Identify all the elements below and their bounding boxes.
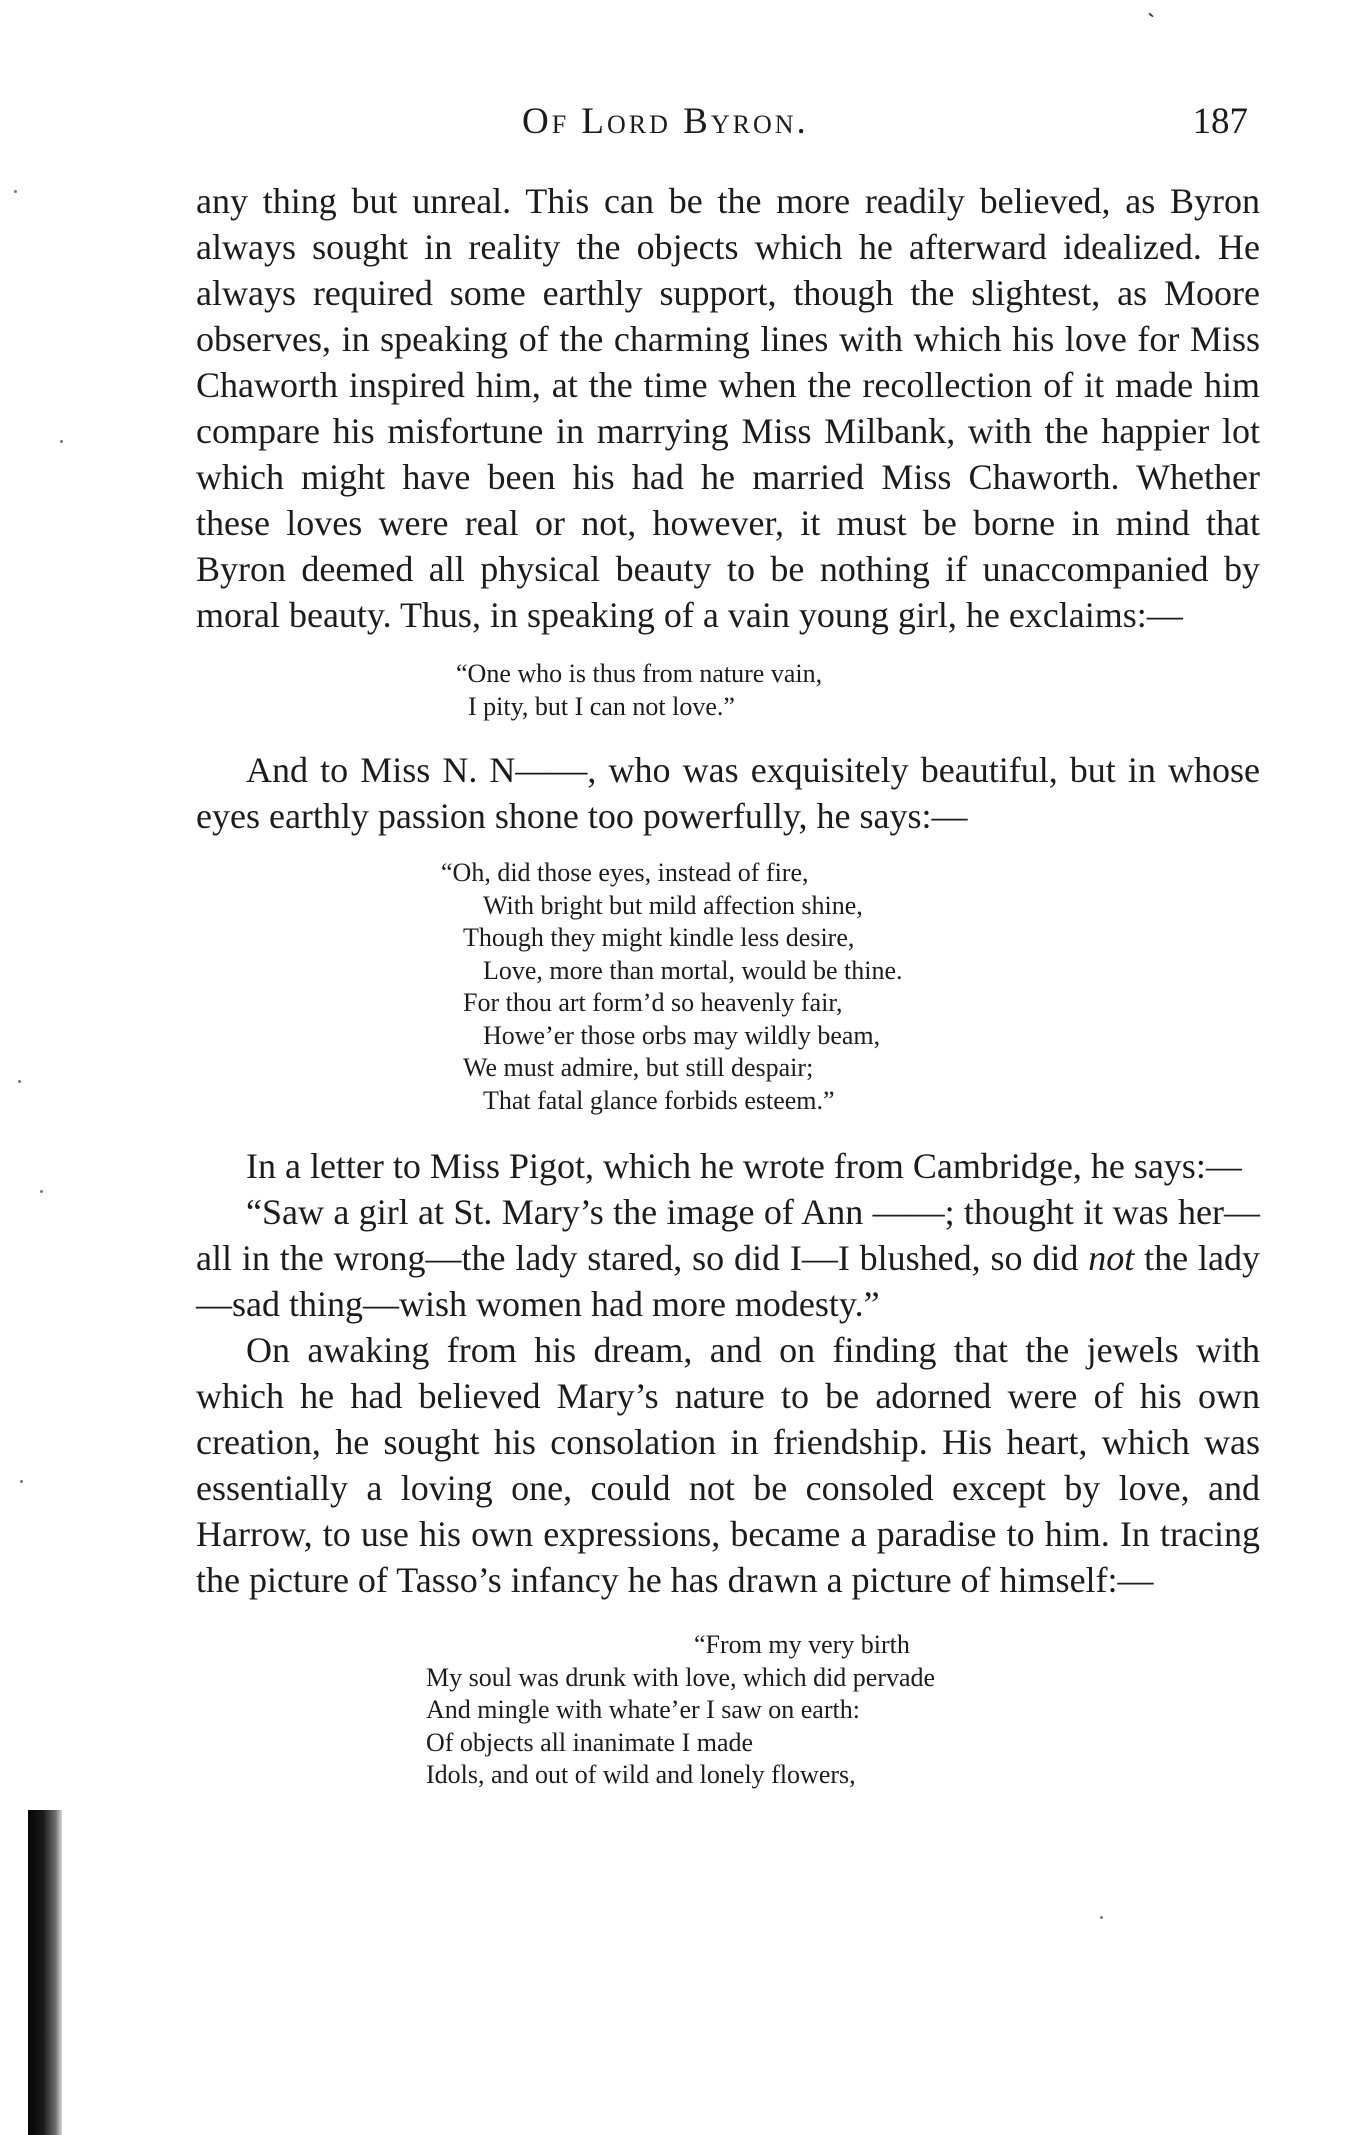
paragraph-letter-quote xyxy=(196,1189,1260,1327)
verse-line: Of objects all inanimate I made xyxy=(426,1727,754,1757)
scan-speck xyxy=(1100,1916,1103,1919)
paragraph-miss-nn: And to Miss N. N——, who was exquisitely beautiful, but in whose eyes earthly passion shone too powerfully, he says:— xyxy=(196,750,1260,836)
scan-speck xyxy=(60,440,63,443)
verse-line: “Oh, did those eyes, instead of fire, xyxy=(441,858,809,887)
verse-line: Love, more than mortal, would be thine. xyxy=(483,955,903,985)
letter-quote-emphasis: not xyxy=(1088,1238,1135,1278)
verse-line: I pity, but I can not love.” xyxy=(468,691,735,721)
paragraph-letter-pigot: In a letter to Miss Pigot, which he wrote from Cambridge, he says:— xyxy=(246,1146,1242,1186)
paragraph-awaking: On awaking from his dream, and on finding that the jewels with which he had believed Mary’s nature to be adorned were of his own creation, he sought his consolation in friendship. His heart, which was essentially a loving one, could not be consoled except by love, and Harrow, to use his own expressions, became a paradise to him. In tracing the picture of Tasso’s infancy he has drawn a picture of himself:— xyxy=(196,1330,1260,1600)
verse-line: “One who is thus from nature vain, xyxy=(456,659,823,688)
verse-quote-tasso xyxy=(426,1629,1260,1792)
verse-line: With bright but mild affection shine, xyxy=(483,890,863,920)
scan-speck xyxy=(14,190,17,193)
verse-line: Howe’er those orbs may wildly beam, xyxy=(483,1020,881,1050)
verse-quote-eyes xyxy=(441,857,1260,1117)
verse-line: Though they might kindle less desire, xyxy=(463,923,855,952)
verse-line: “From my very birth xyxy=(694,1630,910,1659)
running-title: Of Lord Byron. xyxy=(522,101,809,142)
verse-line: We must admire, but still despair; xyxy=(463,1053,814,1082)
letter-quote-text-end: the lady—sad thing—wish women had more modesty.” xyxy=(196,1238,1260,1324)
verse-line: For thou art form’d so heavenly fair, xyxy=(463,988,843,1017)
verse-line: My soul was drunk with love, which did pervade xyxy=(426,1662,936,1692)
scan-speck xyxy=(20,1480,23,1483)
verse-line: That fatal glance forbids esteem.” xyxy=(483,1085,835,1115)
page-number: 187 xyxy=(1192,101,1248,142)
letter-quote-text: “Saw a girl at St. Mary’s the image of Ann ——; thought it was her—all in the wrong—the lady stared, so did I—I blushed, so did xyxy=(196,1192,1260,1278)
scan-speck xyxy=(18,1080,21,1083)
verse-line: And mingle with whate’er I saw on earth: xyxy=(426,1695,860,1724)
paragraph-continuation: any thing but unreal. This can be the more readily believed, as Byron always sought in reality the objects which he afterward idealized. He always required some earthly support, though the slightest, as Moore observes, in speaking of the charming lines with which his love for Miss Chaworth inspired him, at the time when the recollection of it made him compare his misfortune in marrying Miss Milbank, with the happier lot which might have been his had he married Miss Chaworth. Whether these loves were real or not, however, it must be borne in mind that Byron deemed all physical beauty to be nothing if unaccompanied by moral beauty. Thus, in speaking of a vain young girl, he exclaims:— xyxy=(196,181,1260,635)
body-text xyxy=(196,178,1260,1792)
verse-line: Idols, and out of wild and lonely flowers, xyxy=(426,1760,856,1789)
scan-speck xyxy=(40,1190,43,1193)
scan-speck xyxy=(1148,12,1154,17)
page-edge-shadow xyxy=(28,1810,62,2135)
verse-quote-vain-girl xyxy=(456,658,1260,723)
page-header xyxy=(196,100,1260,150)
